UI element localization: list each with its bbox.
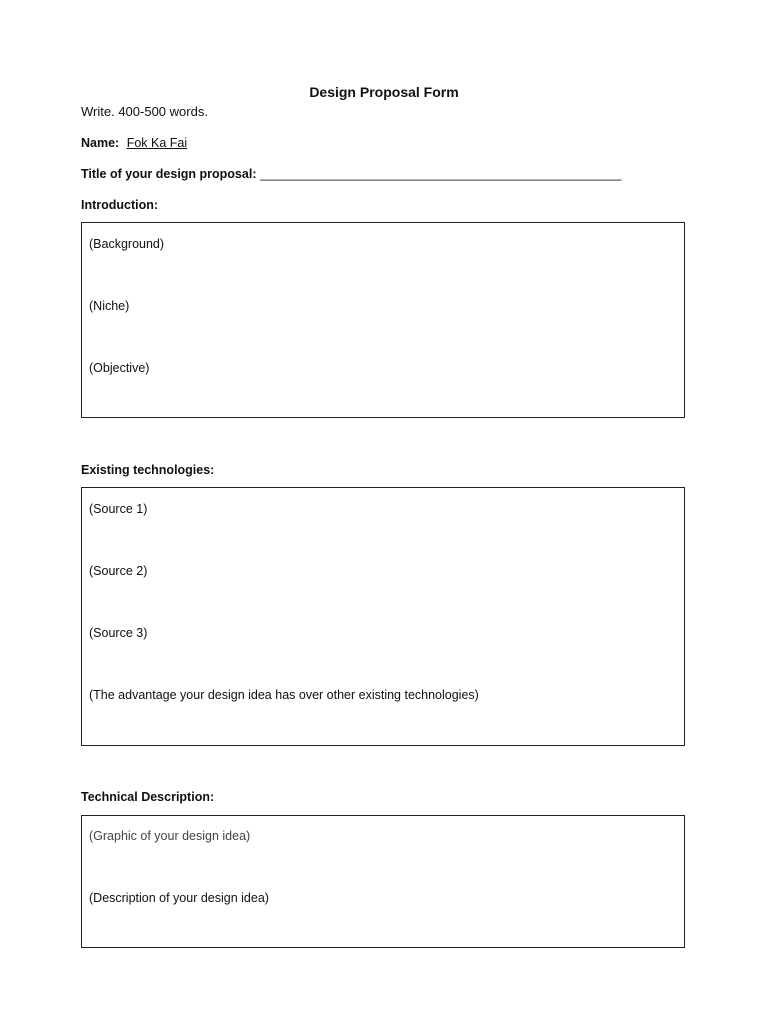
objective-prompt: (Objective) (89, 361, 150, 375)
graphic-prompt: (Graphic of your design idea) (89, 829, 251, 843)
source-2-prompt: (Source 2) (89, 564, 148, 578)
technical-description-heading: Technical Description: (81, 790, 215, 804)
proposal-title-blank[interactable]: ____________________________________________________ (259, 167, 622, 181)
source-1-prompt: (Source 1) (89, 502, 148, 516)
background-prompt: (Background) (89, 237, 165, 251)
description-prompt: (Description of your design idea) (89, 891, 269, 905)
introduction-heading: Introduction: (81, 198, 159, 212)
existing-technologies-heading: Existing technologies: (81, 463, 215, 477)
name-label: Name: (81, 136, 120, 150)
source-3-prompt: (Source 3) (89, 626, 148, 640)
proposal-title-line (81, 167, 621, 181)
niche-prompt: (Niche) (89, 299, 130, 313)
introduction-box[interactable] (81, 222, 685, 418)
proposal-title-label: Title of your design proposal: (81, 167, 257, 181)
word-count-instruction: Write. 400-500 words. (81, 104, 208, 119)
name-value[interactable]: Fok Ka Fai (126, 136, 188, 150)
advantage-prompt: (The advantage your design idea has over other existing technologies) (89, 688, 479, 702)
technical-description-box[interactable] (81, 815, 685, 948)
document-title: Design Proposal Form (309, 84, 459, 100)
name-line (81, 136, 187, 150)
existing-technologies-box[interactable] (81, 487, 685, 746)
